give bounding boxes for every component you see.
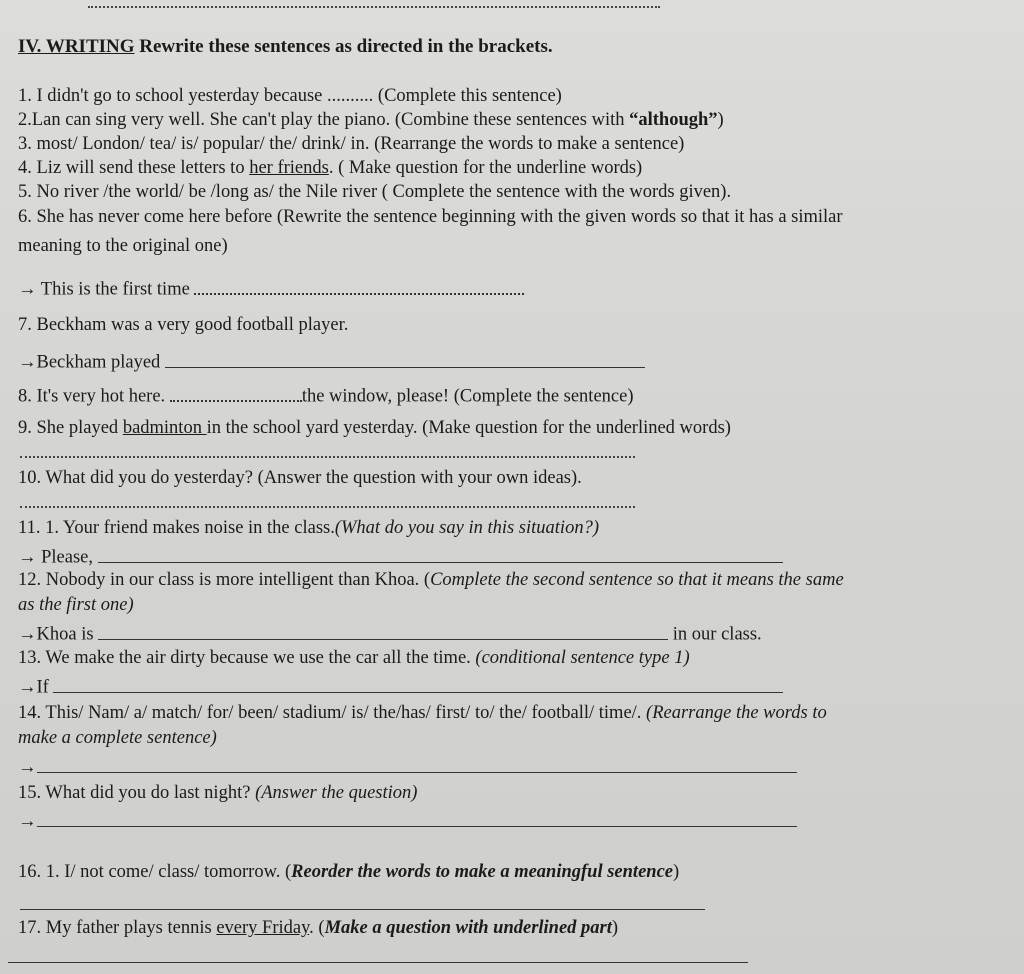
q12-answer-blank[interactable] xyxy=(98,621,668,640)
q16-answer-line[interactable] xyxy=(20,909,705,910)
q13-text: 13. We make the air dirty because we use the car all the time. xyxy=(18,648,476,668)
q7-text: 7. Beckham was a very good football player. xyxy=(18,315,349,335)
question-9 xyxy=(18,418,731,439)
q6-answer-prefix: → This is the first time xyxy=(18,279,195,300)
q12-text: 12. Nobody in our class is more intelligent than Khoa. ( xyxy=(18,570,431,590)
question-1 xyxy=(18,86,562,107)
question-11 xyxy=(18,518,599,539)
q16-text: 16. 1. I/ not come/ class/ tomorrow. ( xyxy=(18,862,292,882)
question-13 xyxy=(18,648,690,669)
section-label: IV. WRITING xyxy=(18,36,135,57)
q1-dots: .......... xyxy=(327,86,374,106)
question-3 xyxy=(18,134,684,155)
q4-text: 4. Liz will send these letters to xyxy=(18,158,250,178)
question-7-answer xyxy=(18,349,645,374)
question-11-answer xyxy=(18,544,783,569)
question-6-answer xyxy=(18,276,524,301)
q17-answer-line[interactable] xyxy=(8,962,748,963)
question-6-line1 xyxy=(18,207,843,228)
q17-bold-italic: Make a question with underlined part xyxy=(324,918,612,938)
q1-text: 1. I didn't go to school yesterday because xyxy=(18,86,328,106)
q12-answer-tail: in our class. xyxy=(668,624,762,645)
q17-underlined: every Friday xyxy=(216,918,310,938)
question-12-line2 xyxy=(18,595,134,616)
question-12-line1 xyxy=(18,570,844,591)
question-13-answer xyxy=(18,674,783,699)
q10-answer-line[interactable] xyxy=(20,506,635,508)
q11-answer-blank[interactable] xyxy=(98,544,783,563)
top-dotted-rule xyxy=(88,0,660,8)
q13-answer-blank[interactable] xyxy=(53,674,783,693)
question-12-answer xyxy=(18,621,762,646)
q15-text: 15. What did you do last night? xyxy=(18,783,256,803)
question-14-answer xyxy=(18,754,797,779)
q8-text: 8. It's very hot here. xyxy=(18,386,170,407)
q10-text: 10. What did you do yesterday? (Answer the question with your own ideas). xyxy=(18,468,582,488)
q12-answer-prefix: →Khoa is xyxy=(18,624,99,645)
q11-italic: (What do you say in this situation?) xyxy=(334,518,599,538)
q12-italic-1: Complete the second sentence so that it means the same xyxy=(430,570,844,590)
q13-italic: (conditional sentence type 1) xyxy=(475,648,690,668)
q9-answer-line[interactable] xyxy=(20,456,635,458)
q1-tail: (Complete this sentence) xyxy=(373,86,562,106)
q14-answer-blank[interactable] xyxy=(37,754,797,773)
question-8 xyxy=(18,383,634,408)
q6-text-1: 6. She has never come here before (Rewrite the sentence beginning with the given words so that it has a similar xyxy=(18,207,843,227)
q4-underlined: her friends xyxy=(249,158,329,178)
q9-text: 9. She played xyxy=(18,418,123,438)
q14-answer-prefix: → xyxy=(18,757,37,778)
q11-answer-prefix: → Please, xyxy=(18,547,98,568)
q16-post: ) xyxy=(673,862,680,882)
question-10 xyxy=(18,468,582,489)
question-16 xyxy=(18,862,679,883)
question-5 xyxy=(18,182,731,203)
q14-italic-2: make a complete sentence) xyxy=(18,728,217,748)
q15-answer-prefix: → xyxy=(18,811,37,832)
question-17 xyxy=(18,918,618,939)
section-instruction: Rewrite these sentences as directed in the brackets. xyxy=(134,36,553,57)
q17-mid: . ( xyxy=(309,918,325,938)
q13-answer-prefix: →If xyxy=(18,677,54,698)
q6-text-2: meaning to the original one) xyxy=(18,236,228,256)
q17-post: ) xyxy=(611,918,619,938)
q7-answer-blank[interactable] xyxy=(165,349,645,368)
q8-dots[interactable] xyxy=(170,383,302,402)
q15-answer-blank[interactable] xyxy=(37,808,797,827)
q5-text: 5. No river /the world/ be /long as/ the Nile river ( Complete the sentence with the words given). xyxy=(18,182,732,202)
q7-answer-prefix: →Beckham played xyxy=(18,352,165,373)
section-heading xyxy=(18,36,553,58)
q9-post: in the school yard yesterday. (Make question for the underlined words) xyxy=(206,418,731,438)
q14-italic-1: (Rearrange the words to xyxy=(646,703,827,723)
q16-bold-italic: Reorder the words to make a meaningful sentence xyxy=(291,862,673,882)
q8-post: the window, please! (Complete the sentence) xyxy=(301,386,634,407)
q9-underlined: badminton xyxy=(122,418,207,438)
q2-keyword: “although” xyxy=(629,110,718,130)
question-14-line1 xyxy=(18,703,827,724)
q6-answer-dots[interactable] xyxy=(194,276,524,295)
q14-text: 14. This/ Nam/ a/ match/ for/ been/ stadium/ is/ the/has/ first/ to/ the/ football/ time/. xyxy=(18,703,647,723)
q12-italic-2: as the first one) xyxy=(18,595,134,615)
question-6-line2 xyxy=(18,236,228,257)
q2-post: ) xyxy=(717,110,724,130)
q15-italic: (Answer the question) xyxy=(255,783,418,803)
q3-text: 3. most/ London/ tea/ is/ popular/ the/ drink/ in. (Rearrange the words to make a sentence) xyxy=(18,134,685,154)
question-15 xyxy=(18,783,417,804)
q17-text: 17. My father plays tennis xyxy=(18,918,217,938)
question-4 xyxy=(18,158,642,179)
question-14-line2 xyxy=(18,728,217,749)
question-2 xyxy=(18,110,724,131)
q2-text: 2.Lan can sing very well. She can't play the piano. (Combine these sentences with xyxy=(18,110,630,130)
question-7 xyxy=(18,315,348,336)
q11-text: 11. 1. Your friend makes noise in the class. xyxy=(18,518,335,538)
q4-post: . ( Make question for the underline words) xyxy=(328,158,643,178)
question-15-answer xyxy=(18,808,797,833)
